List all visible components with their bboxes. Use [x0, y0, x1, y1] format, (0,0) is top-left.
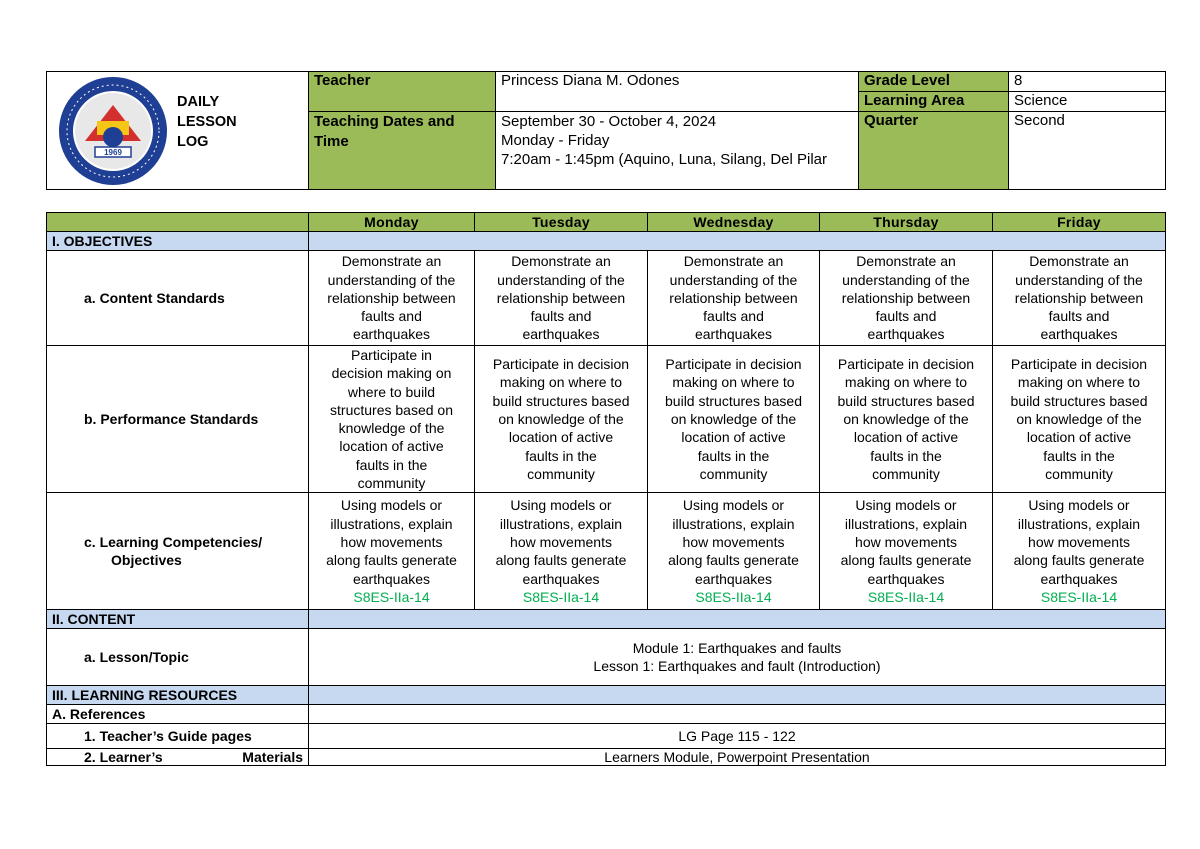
performance-standards-label: b. Performance Standards: [47, 346, 309, 493]
performance-standards-cell: Participate in decision making on where to build structures based on knowledge of the location of active faults in the community: [648, 346, 820, 493]
school-seal-logo: [53, 75, 173, 187]
day-friday: Friday: [993, 213, 1166, 232]
day-thursday: Thursday: [820, 213, 993, 232]
competency-code: S8ES-IIa-14: [522, 588, 600, 605]
day-tuesday: Tuesday: [475, 213, 648, 232]
area-value: Science: [1009, 92, 1166, 112]
day-wednesday: Wednesday: [648, 213, 820, 232]
objectives-heading: I. OBJECTIVES: [47, 232, 309, 251]
content-heading-row: [47, 610, 1166, 629]
lesson-table: [46, 212, 1166, 766]
header-table: [46, 71, 1166, 190]
learners-materials-value: Learners Module, Powerpoint Presentation: [309, 749, 1166, 766]
corner-cell: [47, 213, 309, 232]
grade-label: Grade Level: [859, 72, 1009, 92]
performance-standards-cell: Participate in decision making on where to build structures based on knowledge of the location of active faults in the community: [309, 346, 475, 493]
content-heading: II. CONTENT: [47, 610, 309, 629]
logo-cell: [47, 72, 309, 190]
competencies-cell: Using models or illustrations, explain how movements along faults generate earthquakes S8ES-IIa-14: [648, 493, 820, 610]
performance-standards-cell: Participate in decision making on where to build structures based on knowledge of the location of active faults in the community: [820, 346, 993, 493]
daily-lesson-log-title: DAILY LESSON LOG: [177, 94, 237, 150]
dates-label: Teaching Dates and Time: [309, 112, 496, 190]
content-heading-fill: [309, 610, 1166, 629]
teacher-value: Princess Diana M. Odones: [496, 72, 859, 112]
quarter-label: Quarter: [859, 112, 1009, 190]
resources-heading-row: [47, 686, 1166, 705]
competency-code: S8ES-IIa-14: [1040, 588, 1118, 605]
references-value: [309, 705, 1166, 724]
competency-code: S8ES-IIa-14: [353, 588, 430, 605]
seal-year: 1969: [104, 148, 122, 157]
performance-standards-row: [47, 346, 1166, 493]
area-label: Learning Area: [859, 92, 1009, 112]
content-standards-cell: Demonstrate an understanding of the relationship between faults and earthquakes: [820, 251, 993, 346]
quarter-value: Second: [1009, 112, 1166, 190]
competencies-cell: Using models or illustrations, explain how movements along faults generate earthquakes S8ES-IIa-14: [820, 493, 993, 610]
competencies-row: [47, 493, 1166, 610]
competency-code: S8ES-IIa-14: [867, 588, 945, 605]
competencies-cell: Using models or illustrations, explain how movements along faults generate earthquakes S8ES-IIa-14: [993, 493, 1166, 610]
resources-heading-fill: [309, 686, 1166, 705]
learners-materials-label: 2. Learner’s Materials: [47, 749, 309, 766]
content-standards-cell: Demonstrate an understanding of the relationship between faults and earthquakes: [648, 251, 820, 346]
competencies-cell: Using models or illustrations, explain how movements along faults generate earthquakes S8ES-IIa-14: [475, 493, 648, 610]
content-standards-cell: Demonstrate an understanding of the relationship between faults and earthquakes: [993, 251, 1166, 346]
competencies-label: c. Learning Competencies/ Objectives: [47, 493, 309, 610]
content-standards-cell: Demonstrate an understanding of the relationship between faults and earthquakes: [475, 251, 648, 346]
competencies-cell: Using models or illustrations, explain how movements along faults generate earthquakes S8ES-IIa-14: [309, 493, 475, 610]
learners-materials-row: [47, 749, 1166, 766]
teachers-guide-value: LG Page 115 - 122: [309, 724, 1166, 749]
objectives-heading-row: [47, 232, 1166, 251]
competency-code: S8ES-IIa-14: [695, 588, 772, 605]
content-standards-cell: Demonstrate an understanding of the relationship between faults and earthquakes: [309, 251, 475, 346]
grade-value: 8: [1009, 72, 1166, 92]
teacher-label: Teacher: [309, 72, 496, 112]
dates-value: September 30 - October 4, 2024 Monday - Friday 7:20am - 1:45pm (Aquino, Luna, Silang, Del Pilar: [496, 112, 859, 190]
objectives-heading-fill: [309, 232, 1166, 251]
references-row: [47, 705, 1166, 724]
teachers-guide-label: 1. Teacher’s Guide pages: [47, 724, 309, 749]
references-label: A. References: [47, 705, 309, 724]
lesson-topic-row: [47, 629, 1166, 686]
content-standards-label: a. Content Standards: [47, 251, 309, 346]
resources-heading: III. LEARNING RESOURCES: [47, 686, 309, 705]
content-standards-row: [47, 251, 1166, 346]
lesson-topic-label: a. Lesson/Topic: [47, 629, 309, 686]
days-row: [47, 213, 1166, 232]
performance-standards-cell: Participate in decision making on where to build structures based on knowledge of the location of active faults in the community: [993, 346, 1166, 493]
teachers-guide-row: [47, 724, 1166, 749]
performance-standards-cell: Participate in decision making on where to build structures based on knowledge of the location of active faults in the community: [475, 346, 648, 493]
lesson-topic-value: Module 1: Earthquakes and faults Lesson 1: Earthquakes and fault (Introduction): [309, 629, 1166, 686]
day-monday: Monday: [309, 213, 475, 232]
